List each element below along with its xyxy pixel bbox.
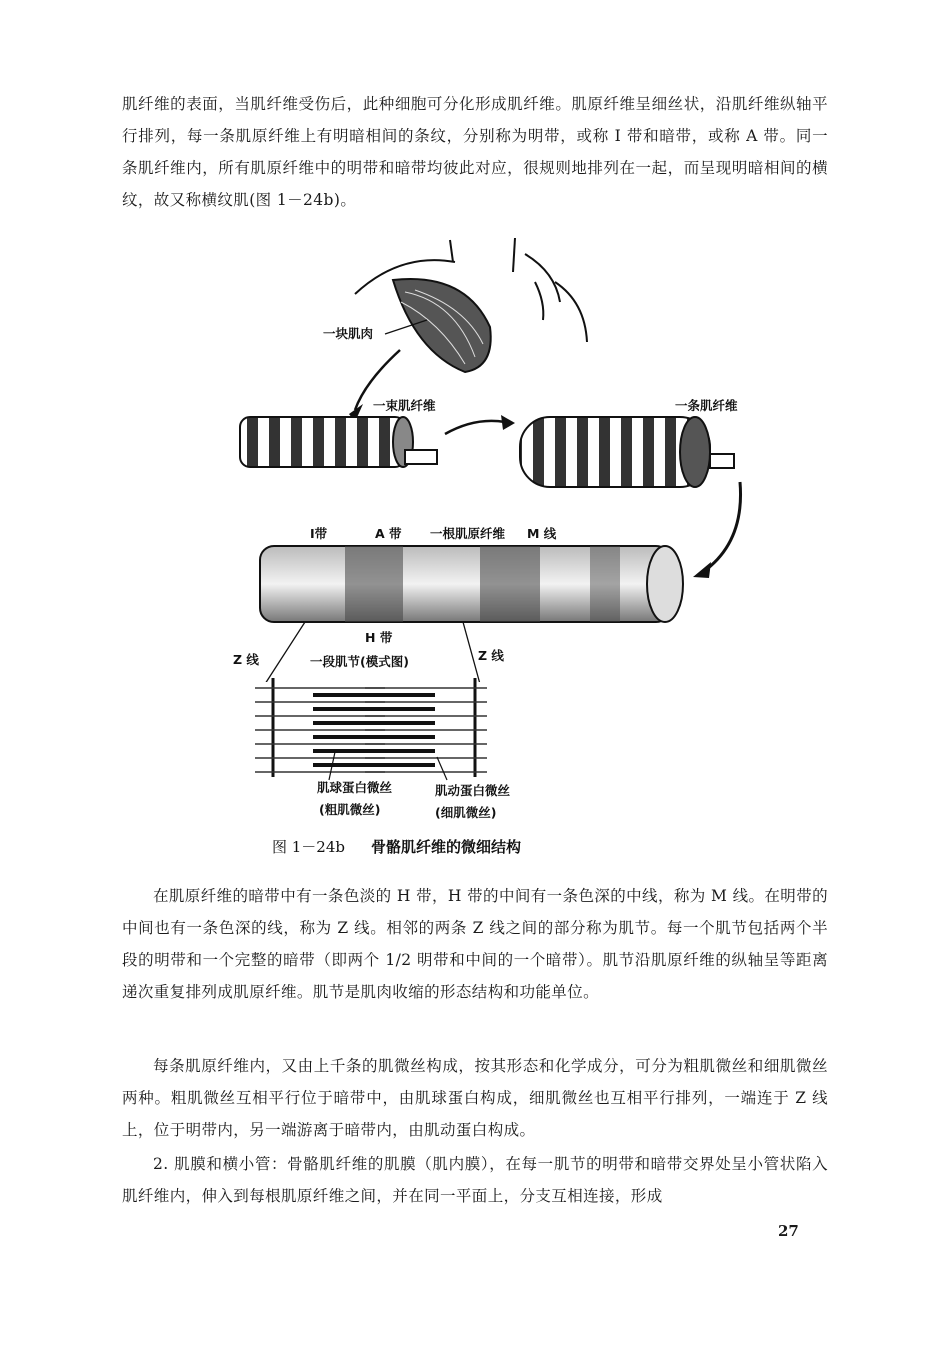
- label-a-band: A 带: [375, 526, 402, 541]
- label-muscle: 一块肌肉: [323, 326, 374, 341]
- paragraph-2: 在肌原纤维的暗带中有一条色淡的 H 带，H 带的中间有一条色深的中线，称为 M 线。在明带的中间也有一条色深的线，称为 Z 线。相邻的两条 Z 线之间的部分称为肌节。每一个肌节包括两个半段的明带和一个完整的暗带（即两个 1/2 明带和中间的一个暗带）。肌节沿肌原纤维的纵轴呈等距离递次重复排列成肌原纤维。肌节是肌肉收缩的形态结构和功能单位。: [122, 887, 828, 1001]
- muscle-illustration: [393, 279, 491, 372]
- arrow-3: [703, 482, 741, 572]
- arrow-2: [445, 421, 505, 434]
- label-myofibril: 一根肌原纤维: [430, 526, 506, 541]
- fiber-bundle: [240, 417, 437, 467]
- caption-title: 骨骼肌纤维的微细结构: [371, 838, 522, 856]
- label-single-fiber: 一条肌纤维: [675, 398, 738, 413]
- figure-caption: [272, 836, 521, 857]
- myofibril: [260, 546, 683, 622]
- label-actin: 肌动蛋白微丝: [435, 783, 511, 798]
- label-z-line-right: Z 线: [478, 648, 504, 663]
- skeletal-muscle-figure: [225, 232, 765, 832]
- label-sarcomere: 一段肌节(模式图): [310, 654, 409, 669]
- label-m-line: M 线: [527, 526, 557, 541]
- label-i-band: I带: [310, 526, 328, 541]
- single-fiber: [520, 417, 734, 487]
- paragraph-1: 肌纤维的表面，当肌纤维受伤后，此种细胞可分化形成肌纤维。肌原纤维呈细丝状，沿肌纤维纵轴平行排列，每一条肌原纤维上有明暗相间的条纹，分别称为明带，或称 I 带和暗带，或称 A 带。同一条肌纤维内，所有肌原纤维中的明带和暗带均彼此对应，很规则地排列在一起，而呈现明暗相间的横纹，故又称横纹肌(图 1－24b)。: [122, 95, 828, 209]
- label-fiber-bundle: 一束肌纤维: [373, 398, 436, 413]
- label-myosin: 肌球蛋白微丝: [317, 780, 393, 795]
- paragraph-3: 每条肌原纤维内，又由上千条的肌微丝构成，按其形态和化学成分，可分为粗肌微丝和细肌微丝两种。粗肌微丝互相平行位于暗带中，由肌球蛋白构成，细肌微丝也互相平行排列，一端连于 Z 线上，位于明带内，另一端游离于暗带内，由肌动蛋白构成。: [122, 1057, 828, 1139]
- label-h-band: H 带: [365, 630, 393, 645]
- page-number: 27: [778, 1222, 799, 1240]
- label-actin-alt: (细肌微丝): [435, 805, 497, 820]
- sarcomere-schematic: [255, 678, 487, 777]
- paragraph-4: 2. 肌膜和横小管：骨骼肌纤维的肌膜（肌内膜），在每一肌节的明带和暗带交界处呈小管状陷入肌纤维内，伸入到每根肌原纤维之间，并在同一平面上，分支互相连接，形成: [122, 1155, 828, 1205]
- label-z-line-left: Z 线: [233, 652, 259, 667]
- caption-number: 图 1－24b: [272, 838, 346, 856]
- label-myosin-alt: (粗肌微丝): [319, 802, 381, 817]
